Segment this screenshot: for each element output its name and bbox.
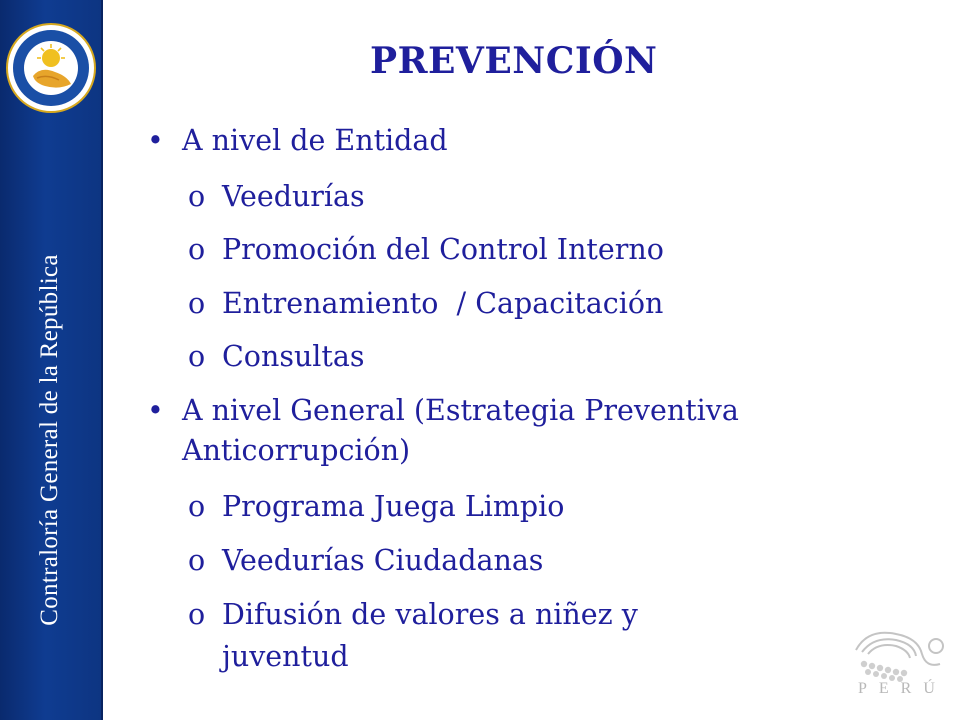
list-item: Veedurías xyxy=(222,180,365,213)
list-item: Promoción del Control Interno xyxy=(222,233,664,266)
peru-brand-text: PERÚ xyxy=(858,680,947,697)
contraloria-seal xyxy=(3,2,99,132)
list-item: A nivel General (Estrategia Preventiva xyxy=(182,394,739,427)
list-item: Veedurías Ciudadanas xyxy=(222,544,544,577)
institution-vertical-label: Contraloría General de la República xyxy=(36,254,63,626)
slide-title: PREVENCIÓN xyxy=(370,40,658,82)
sub-bullet-marker: o xyxy=(188,287,206,320)
sub-bullet-marker: o xyxy=(188,598,206,631)
list-item: Programa Juega Limpio xyxy=(222,490,565,523)
bullet-marker: • xyxy=(147,394,164,427)
list-item: Entrenamiento / Capacitación xyxy=(222,287,664,320)
sub-bullet-marker: o xyxy=(188,490,206,523)
list-item: Difusión de valores a niñez y xyxy=(222,598,638,631)
list-item: A nivel de Entidad xyxy=(182,124,448,157)
list-item-continuation: Anticorrupción) xyxy=(182,434,411,467)
list-item-continuation: juventud xyxy=(222,640,349,673)
sub-bullet-marker: o xyxy=(188,233,206,266)
sub-bullet-marker: o xyxy=(188,544,206,577)
peru-brand-logo xyxy=(848,620,948,712)
sub-bullet-marker: o xyxy=(188,340,206,373)
sidebar xyxy=(0,0,103,720)
sub-bullet-marker: o xyxy=(188,180,206,213)
bullet-marker: • xyxy=(147,124,164,157)
list-item: Consultas xyxy=(222,340,365,373)
